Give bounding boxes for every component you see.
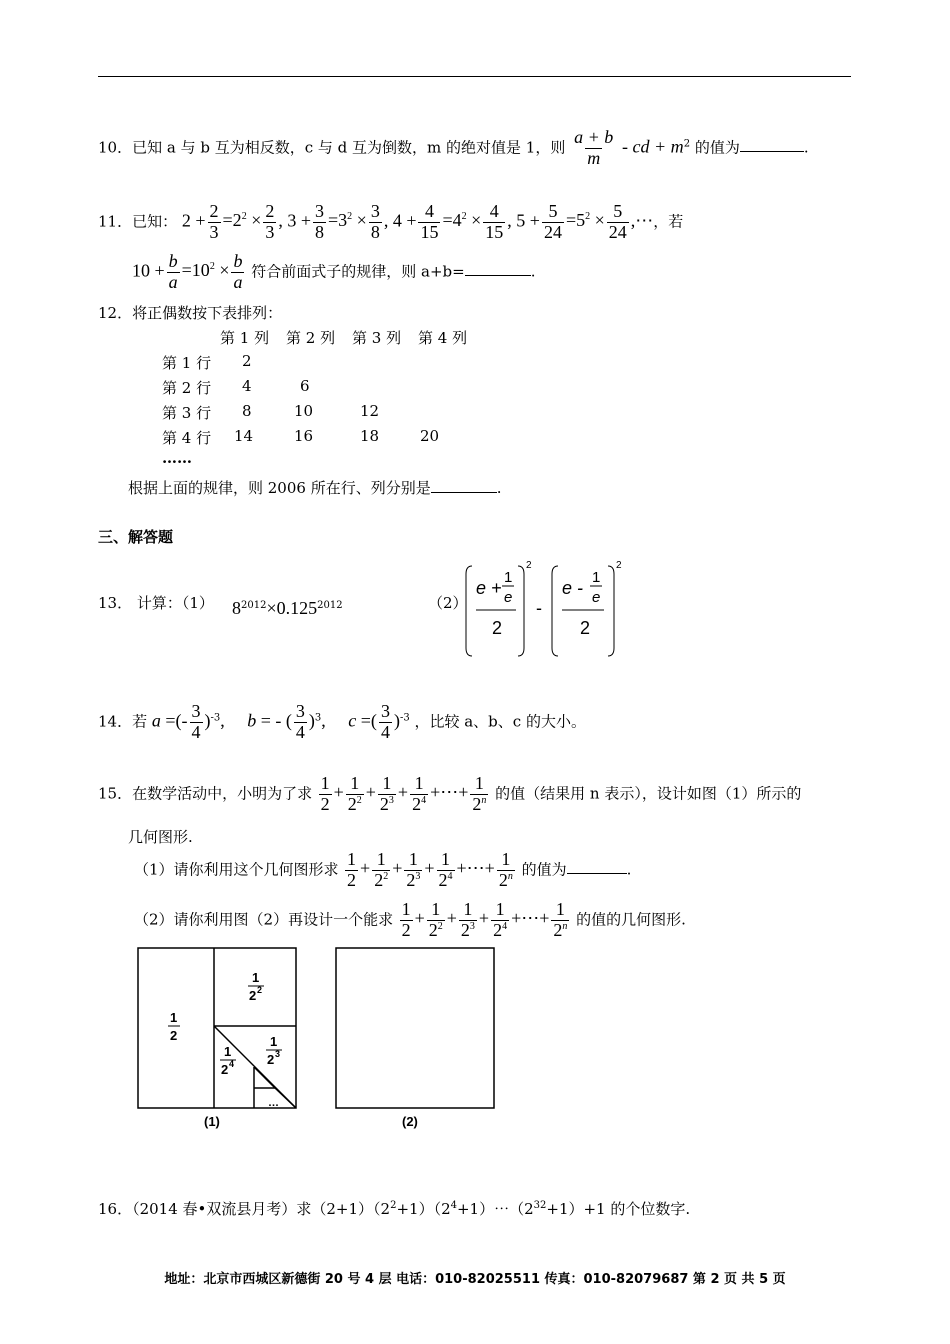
q10-blank[interactable] — [740, 151, 804, 152]
q16-e3: 32 — [533, 1200, 547, 1211]
q16-t1: 16．（2014 春•双流县月考）求（2+1）（2 — [98, 1200, 391, 1218]
svg-text:3: 3 — [275, 1049, 281, 1059]
q11-ruo: ，若 — [653, 212, 684, 231]
q12-row-1 — [162, 352, 252, 373]
svg-text:2: 2 — [526, 560, 532, 571]
svg-text:2: 2 — [257, 985, 263, 995]
q13-p2-label: （2） — [428, 594, 468, 612]
q13-times: ×0.125 — [266, 598, 318, 618]
q16-t4: +1）+1 的个位数字. — [546, 1200, 691, 1218]
q15-sub1: （1）请你利用这个几何图形求 $\frac{1}{2}$ + $\frac{1}{2^2}$ + $\frac{1}{2^3}$ + $\frac{1}{2^4}$ +⋯+ $\frac{1}{2^n}$ 的值为 . — [134, 849, 632, 890]
svg-text:2: 2 — [221, 1062, 229, 1077]
label-half-num: 1 — [170, 1010, 178, 1025]
question-11-line2: 10 + $\frac{b}{a}$ $=10^2$ × $\frac{b}{a}$ 符合前面式子的规律，则 a+b= . — [132, 251, 536, 292]
q10-end: . — [803, 138, 809, 157]
q14-tail: ，比较 a、b、c 的大小。 — [414, 712, 586, 731]
header-rule — [98, 76, 851, 77]
q13-exp: 2012 — [241, 600, 267, 611]
col-header: 第 3 列 — [352, 329, 402, 347]
q10-den: m — [587, 147, 601, 168]
figure-2-square — [336, 948, 494, 1108]
cell: 6 — [300, 377, 310, 395]
q10-fraction — [572, 128, 615, 169]
svg-text:1: 1 — [270, 1034, 278, 1049]
q10-prefix: 10．已知 a 与 b 互为相反数，c 与 d 互为倒数，m 的绝对值是 1，则 — [98, 138, 566, 157]
cell: 10 — [294, 402, 314, 420]
q11-suffix: 符合前面式子的规律，则 a+b= — [251, 262, 465, 281]
col-header: 第 4 列 — [418, 329, 468, 347]
q15-sub1-suffix: 的值为 — [521, 860, 567, 879]
label-half-den: 2 — [170, 1028, 178, 1043]
q15-blank[interactable] — [567, 873, 627, 874]
figure-2-caption: (2) — [402, 1114, 418, 1129]
q12-dots: …… — [162, 449, 192, 467]
q10-tail: - cd + m — [622, 136, 684, 157]
cell: 16 — [294, 427, 314, 445]
q11-prefix: 11．已知： — [98, 212, 178, 231]
svg-text:-: - — [536, 598, 542, 618]
question-16 — [98, 1198, 690, 1219]
question-13 — [98, 592, 214, 613]
q13-part2-expression — [462, 560, 632, 660]
svg-text:2: 2 — [267, 1052, 275, 1067]
svg-text:e +: e + — [476, 578, 502, 598]
q14-label: 14．若 — [98, 712, 148, 731]
svg-text:e -: e - — [562, 578, 584, 598]
q15-prefix: 15．在数学活动中，小明为了求 — [98, 784, 313, 803]
q12-title: 12．将正偶数按下表排列： — [98, 304, 283, 322]
svg-text:2: 2 — [249, 988, 257, 1003]
row-label: 第 4 行 — [162, 429, 212, 447]
col-header: 第 1 列 — [220, 329, 270, 347]
q16-t2: +1）（2 — [396, 1200, 451, 1218]
svg-text:1: 1 — [252, 970, 260, 985]
row-label: 第 1 行 — [162, 354, 212, 372]
q12-col-headers — [220, 327, 484, 348]
q11-blank[interactable] — [465, 275, 531, 276]
q11-end: . — [530, 262, 536, 281]
q13-base: 8 — [232, 598, 241, 618]
q10-sup: 2 — [683, 138, 691, 150]
cell: 4 — [242, 377, 252, 395]
cell: 8 — [242, 402, 252, 420]
row-label: 第 3 行 — [162, 404, 212, 422]
svg-text:2: 2 — [616, 560, 622, 571]
q12-row-2 — [162, 377, 310, 398]
q12-row-3 — [162, 402, 380, 423]
q15-sub2-prefix: （2）请你利用图（2）再设计一个能求 — [134, 910, 394, 929]
q12-question-text: 根据上面的规律，则 2006 所在行、列分别是 — [128, 479, 431, 497]
q16-e2: 4 — [450, 1200, 457, 1211]
section-heading: 三、解答题 — [98, 528, 174, 546]
q13-part1 — [232, 598, 343, 619]
svg-text:4: 4 — [229, 1059, 235, 1069]
page-footer: 地址：北京市西城区新德街 20 号 4 层 电话：010-82025511 传真：010-82079687 第 2 页 共 5 页 — [164, 1272, 786, 1287]
svg-text:1: 1 — [592, 569, 601, 586]
q12-end: . — [496, 479, 502, 497]
q15-suffix: 的值（结果用 n 表示），设计如图（1）所示的 — [495, 784, 802, 803]
svg-text:e: e — [592, 589, 601, 606]
cell: 12 — [360, 402, 380, 420]
svg-text:…: … — [268, 1097, 279, 1109]
cell: 20 — [420, 427, 440, 445]
svg-text:e: e — [504, 589, 513, 606]
q16-e1: 2 — [390, 1200, 397, 1211]
question-10 — [98, 128, 809, 169]
question-11: 11．已知： 2 + $\frac{2}{3}$ $=2^2$ × $\frac{2}{3}$ , 3 + $\frac{3}{8}$ $=3^2$ × $\frac{3}{8}$ , 4 + $\frac{4}{15}$ $=4^2$ × $\frac{4}{15}$ , 5 + $\frac{5}{24}$ $=5^2$ × $\frac{5}{24}$ ,⋯，若 — [98, 201, 684, 242]
cell: 2 — [242, 352, 252, 370]
cell: 14 — [234, 427, 254, 445]
q15-sub1-prefix: （1）请你利用这个几何图形求 — [134, 860, 339, 879]
q15-sub2: （2）请你利用图（2）再设计一个能求 $\frac{1}{2}$ + $\frac{1}{2^2}$ + $\frac{1}{2^3}$ + $\frac{1}{2^4}$ +⋯+ $\frac{1}{2^n}$ 的值的几何图形. — [134, 899, 686, 940]
cell: 18 — [360, 427, 380, 445]
q16-t3: +1）⋯（2 — [456, 1200, 534, 1218]
geometry-figures — [136, 946, 506, 1136]
q15-sub2-suffix: 的值的几何图形. — [576, 910, 686, 929]
question-14: 14．若 a =(- $\frac{3}{4}$ )$^{-3}$, b = - ( $\frac{3}{4}$ )$^3$, c =( $\frac{3}{4}$ )$^{-3}$ ，比较 a、b、c 的大小。 — [98, 701, 586, 742]
q13-label: 13． 计算：（1） — [98, 594, 214, 612]
q12-question — [128, 477, 502, 498]
q12-row-4 — [162, 427, 440, 448]
q15-line2: 几何图形. — [128, 828, 193, 846]
svg-text:1: 1 — [224, 1044, 232, 1059]
q12-blank[interactable] — [431, 492, 497, 493]
svg-text:2: 2 — [580, 618, 591, 638]
row-label: 第 2 行 — [162, 379, 212, 397]
q10-suffix: 的值为 — [694, 138, 740, 157]
q10-num: a + b — [574, 127, 614, 147]
q13-exp2: 2012 — [317, 600, 343, 611]
svg-text:1: 1 — [504, 569, 513, 586]
question-15-line1: 15．在数学活动中，小明为了求 $\frac{1}{2}$ + $\frac{1}{2^2}$ + $\frac{1}{2^3}$ + $\frac{1}{2^4}$ +⋯+ $\frac{1}{2^n}$ 的值（结果用 n 表示），设计如图（1）所示的 — [98, 773, 802, 814]
figure-1-caption: (1) — [204, 1114, 220, 1129]
col-header: 第 2 列 — [286, 329, 336, 347]
svg-text:2: 2 — [492, 618, 503, 638]
